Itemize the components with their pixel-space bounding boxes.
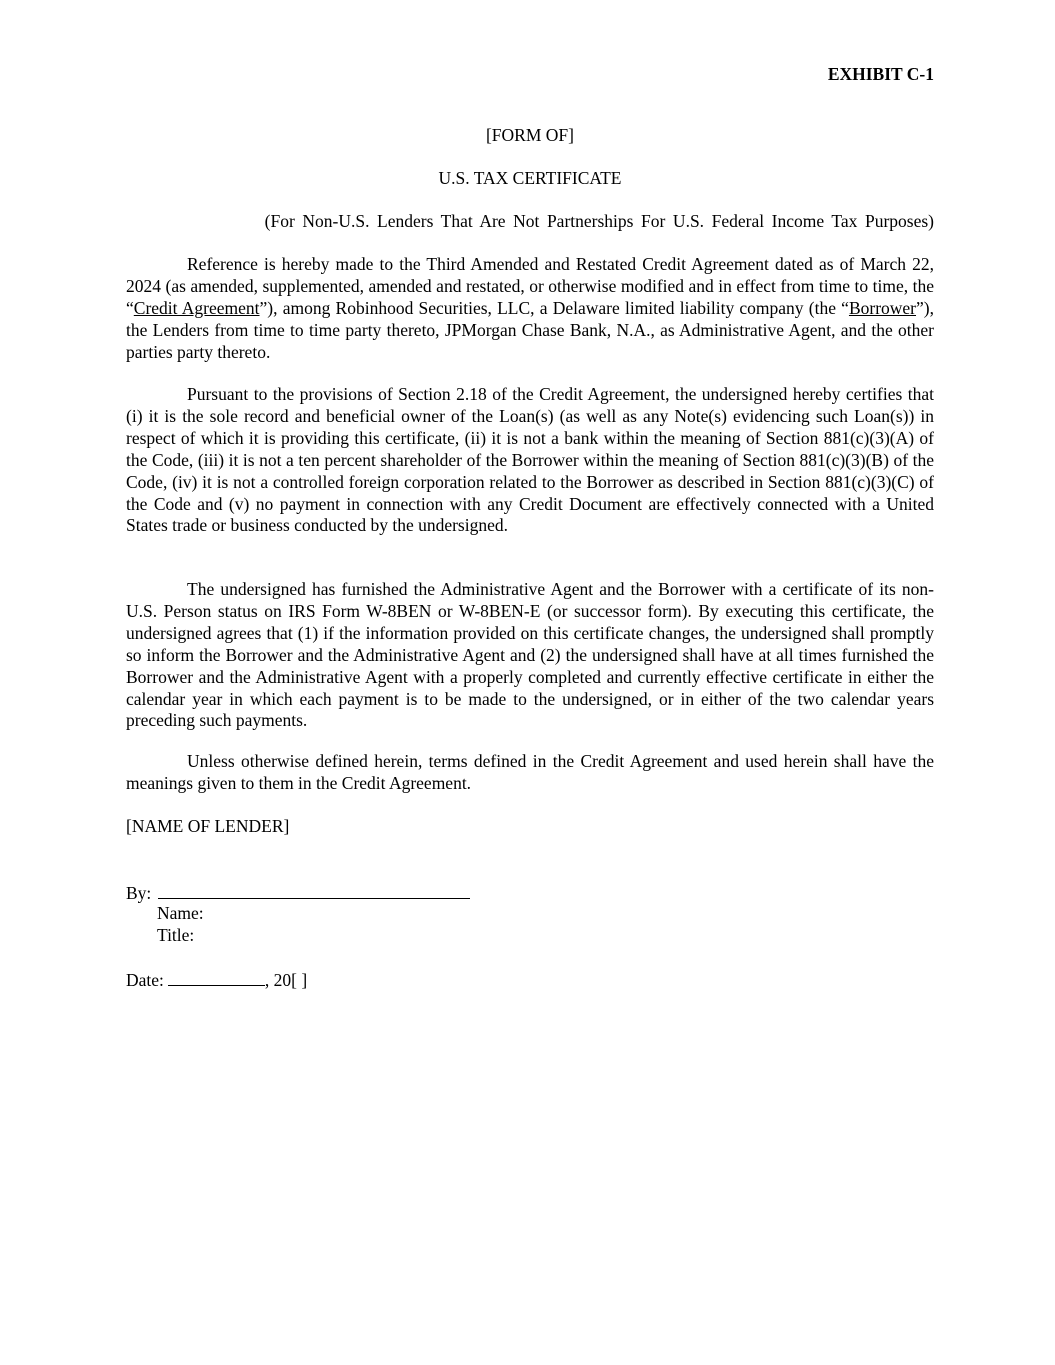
certificate-title: U.S. TAX CERTIFICATE bbox=[438, 168, 622, 188]
certificate-subtitle: (For Non-U.S. Lenders That Are Not Partnerships For U.S. Federal Income Tax Purposes) bbox=[264, 211, 934, 231]
reference-text-part1: Reference is hereby made to the Third Amended and Restated Credit Agreement dated as of March 22, 2024 (as amended, supplemented, amended and restated, or otherwise modified and in effect from time to time, the “ bbox=[126, 254, 934, 318]
definitions-paragraph: Unless otherwise defined herein, terms defined in the Credit Agreement and used herein shall have the meanings given to them in the Credit Agreement. bbox=[126, 751, 934, 793]
signature-by-row bbox=[126, 881, 470, 905]
date-label: Date: bbox=[126, 970, 164, 990]
date-year-suffix: , 20[ ] bbox=[264, 970, 308, 990]
credit-agreement-term: Credit Agreement bbox=[133, 297, 260, 318]
form-of-heading: [FORM OF] bbox=[485, 125, 574, 145]
signer-name-label: Name: bbox=[157, 903, 204, 923]
by-label: By: bbox=[126, 883, 152, 903]
date-row bbox=[126, 968, 307, 992]
reference-text-part3: ”), the Lenders from time to time party thereto, JPMorgan Chase Bank, N.A., as Administrative Agent, and the other parties party thereto. bbox=[126, 297, 934, 362]
reference-paragraph bbox=[126, 254, 934, 364]
exhibit-label: EXHIBIT C-1 bbox=[827, 64, 934, 84]
form-furnished-paragraph: The undersigned has furnished the Administrative Agent and the Borrower with a certificate of its non-U.S. Person status on IRS Form W-8BEN or W-8BEN-E (or successor form). By executing this certificate, the undersigned agrees that (1) if the information provided on this certificate changes, the undersigned shall promptly so inform the Borrower and the Administrative Agent and (2) the undersigned shall have at all times furnished the Borrower and the Administrative Agent with a properly completed and currently effective certificate in either the calendar year in which each payment is to be made to the undersigned, or in either of the two calendar years preceding such payments. bbox=[126, 579, 934, 731]
date-blank-line[interactable] bbox=[168, 968, 265, 986]
certification-paragraph: Pursuant to the provisions of Section 2.18 of the Credit Agreement, the undersigned hereby certifies that (i) it is the sole record and beneficial owner of the Loan(s) (as well as any Note(s) evidencing such Loan(s)) in respect of which it is providing this certificate, (ii) it is not a bank within the meaning of Section 881(c)(3)(A) of the Code, (iii) it is not a ten percent shareholder of the Borrower within the meaning of Section 881(c)(3)(B) of the Code, (iv) it is not a controlled foreign corporation related to the Borrower as described in Section 881(c)(3)(C) of the Code and (v) no payment in connection with any Credit Document are effectively connected with a United States trade or business conducted by the undersigned. bbox=[126, 384, 934, 536]
borrower-term: Borrower bbox=[848, 297, 917, 318]
reference-text-part2: ”), among Robinhood Securities, LLC, a Delaware limited liability company (the “ bbox=[259, 297, 849, 318]
signature-line[interactable] bbox=[158, 881, 470, 899]
lender-name-placeholder: [NAME OF LENDER] bbox=[126, 816, 290, 836]
signer-title-label: Title: bbox=[157, 925, 195, 945]
